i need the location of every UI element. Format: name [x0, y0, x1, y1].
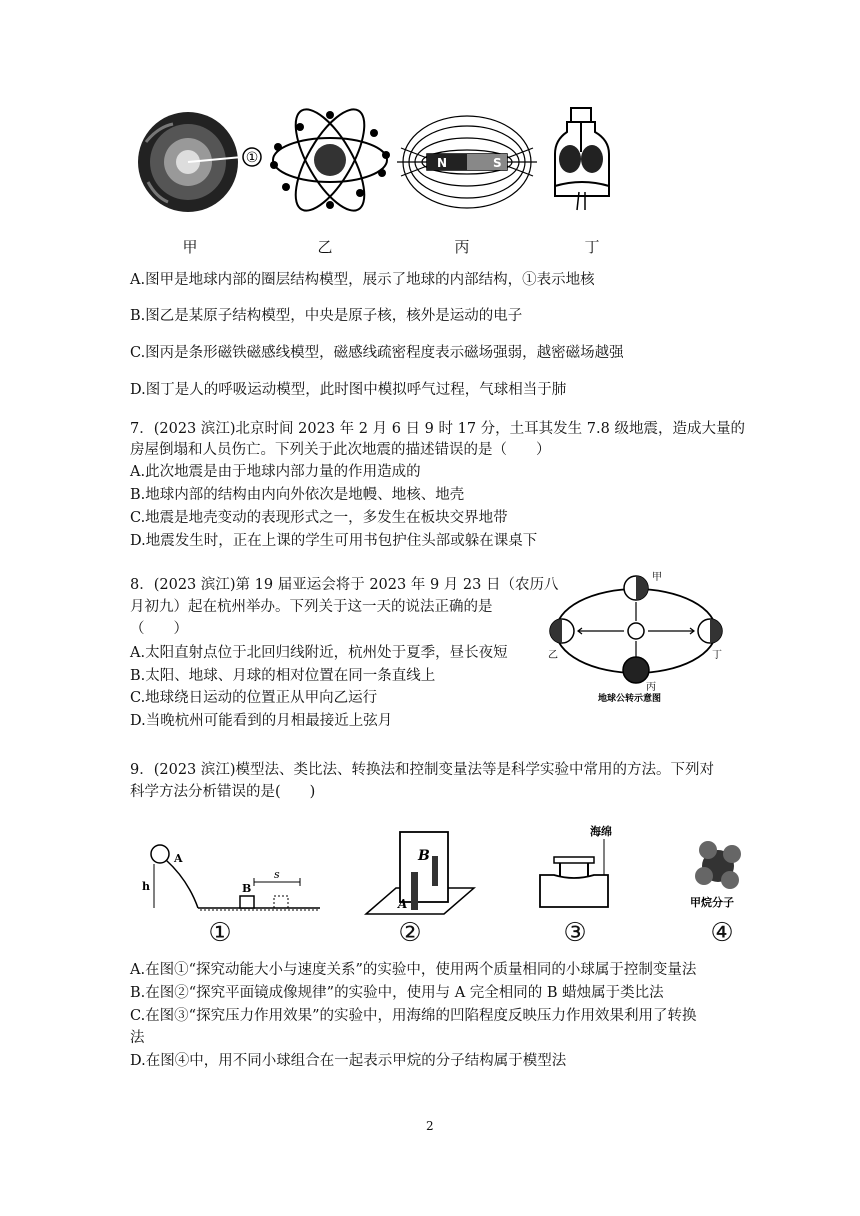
q7-option-a: A.此次地震是由于地球内部力量的作用造成的 — [130, 464, 421, 480]
q7-option-d: D.地震发生时，正在上课的学生可用书包护住头部或躲在课桌下 — [130, 533, 538, 549]
q8-option-c: C.地球绕日运动的位置正从甲向乙运行 — [130, 690, 378, 706]
orbit-label-bing: 丙 — [646, 682, 656, 693]
orbit-label-ding: 丁 — [712, 650, 722, 661]
q9-option-a: A.在图①“探究动能大小与速度关系”的实验中，使用两个质量相同的小球属于控制变量法 — [130, 962, 697, 978]
breathing-model-figure — [547, 104, 617, 214]
q8-stem-line-2: 月初九）起在杭州举办。下列关于这一天的说法正确的是 — [130, 599, 493, 615]
svg-text:A: A — [174, 852, 183, 865]
q8-option-a: A.太阳直射点位于北回归线附近，杭州处于夏季，昼长夜短 — [130, 645, 508, 661]
figure-number-3: ③ — [563, 918, 587, 948]
svg-text:h: h — [142, 880, 150, 893]
q7-option-c: C.地震是地壳变动的表现形式之一，多发生在板块交界地带 — [130, 510, 508, 526]
q6-option-b: B.图乙是某原子结构模型，中央是原子核，核外是运动的电子 — [130, 308, 523, 324]
figure-caption-ding: 丁 — [584, 238, 600, 256]
svg-text:B: B — [418, 848, 430, 864]
figure-number-1: ① — [208, 918, 232, 948]
figure-caption-jia: 甲 — [182, 238, 198, 256]
page-number: 2 — [426, 1119, 434, 1133]
atom-model-figure — [270, 107, 390, 217]
orbit-label-yi: 乙 — [548, 650, 558, 661]
q9-option-c: C.在图③“探究压力作用效果”的实验中，用海绵的凹陷程度反映压力作用效果利用了转换 — [130, 1008, 697, 1024]
q6-option-a: A.图甲是地球内部的圈层结构模型，展示了地球的内部结构，①表示地核 — [130, 272, 595, 288]
q8-stem-line-3: （ ） — [130, 621, 188, 637]
q9-stem-line-2: 科学方法分析错误的是( ) — [130, 784, 316, 800]
earth-orbit-figure — [548, 566, 728, 706]
svg-text:B: B — [242, 882, 252, 895]
earth-interior-figure — [138, 112, 268, 222]
kinetic-energy-figure — [140, 830, 325, 910]
q7-option-b: B.地球内部的结构由内向外依次是地幔、地核、地壳 — [130, 487, 465, 503]
q8-option-d: D.当晚杭州可能看到的月相最接近上弦月 — [130, 713, 393, 729]
orbit-caption: 地球公转示意图 — [598, 694, 662, 704]
figure-caption-bing: 丙 — [454, 238, 470, 256]
q8-stem-line-1: 8．(2023 滨江)第 19 届亚运会将于 2023 年 9 月 23 日（农历八 — [130, 577, 559, 593]
q9-stem-line-1: 9．(2023 滨江)模型法、类比法、转换法和控制变量法等是科学实验中常用的方法。下列对 — [130, 762, 715, 778]
marker-1: ① — [245, 150, 259, 166]
q9-option-d: D.在图④中，用不同小球组合在一起表示甲烷的分子结构属于模型法 — [130, 1053, 567, 1069]
q7-stem-line-2: 房屋倒塌和人员伤亡。下列关于此次地震的描述错误的是（ ） — [130, 442, 551, 458]
magnet-field-figure — [397, 112, 537, 212]
methane-molecule-figure — [686, 832, 756, 912]
q8-option-b: B.太阳、地球、月球的相对位置在同一条直线上 — [130, 668, 436, 684]
sun-icon — [628, 623, 644, 639]
svg-text:A: A — [398, 897, 408, 911]
orbit-label-jia: 甲 — [652, 572, 662, 583]
svg-text:s: s — [274, 868, 280, 881]
svg-text:海绵: 海绵 — [590, 825, 612, 838]
q9-option-c-cont: 法 — [130, 1030, 145, 1046]
magnet-s-label: S — [493, 156, 502, 170]
magnet-n-label: N — [437, 156, 448, 170]
q6-option-c: C.图丙是条形磁铁磁感线模型，磁感线疏密程度表示磁场强弱，越密磁场越强 — [130, 345, 624, 361]
pressure-sponge-figure — [534, 823, 634, 913]
q6-option-d: D.图丁是人的呼吸运动模型，此时图中模拟呼气过程，气球相当于肺 — [130, 382, 567, 398]
q9-option-b: B.在图②“探究平面镜成像规律”的实验中，使用与 A 完全相同的 B 蜡烛属于类比法 — [130, 985, 664, 1001]
figure-number-4: ④ — [710, 918, 734, 948]
figure-number-2: ② — [398, 918, 422, 948]
svg-text:甲烷分子: 甲烷分子 — [690, 896, 734, 909]
plane-mirror-figure — [366, 828, 476, 918]
figure-caption-yi: 乙 — [317, 238, 333, 256]
q7-stem-line-1: 7．(2023 滨江)北京时间 2023 年 2 月 6 日 9 时 17 分，土耳其发生 7.8 级地震，造成大量的 — [130, 421, 745, 437]
